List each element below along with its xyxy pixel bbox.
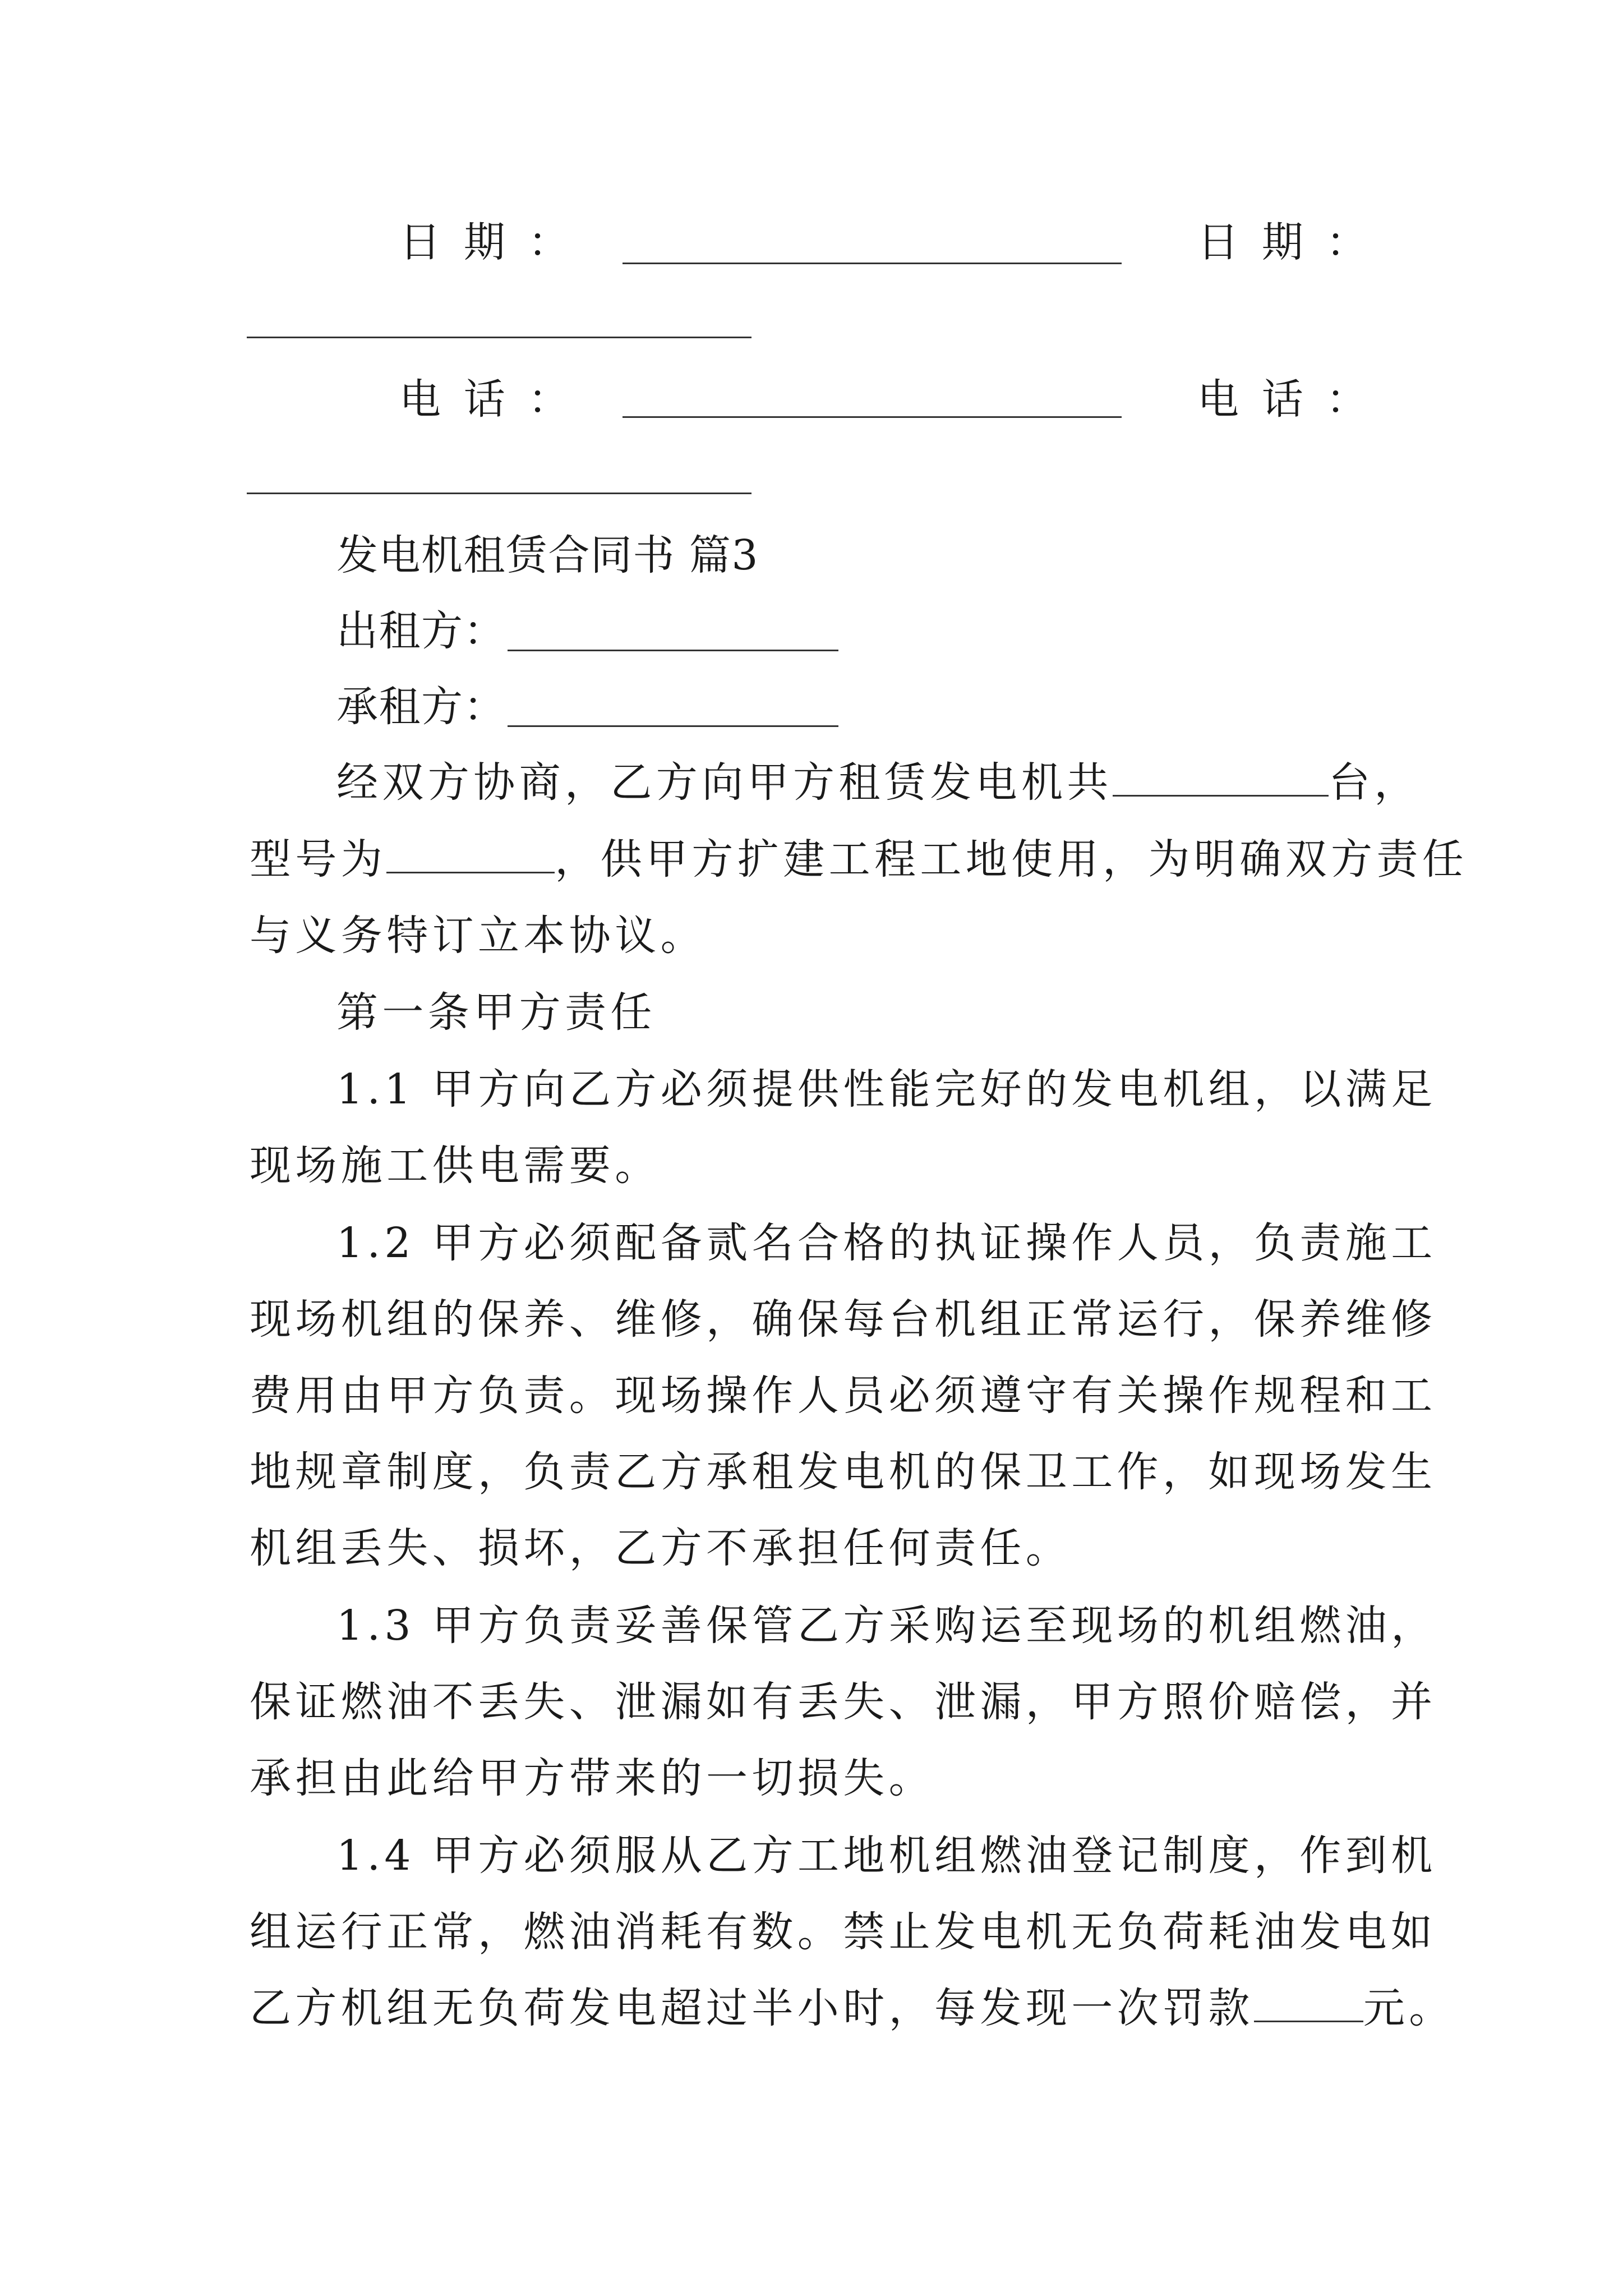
phone-line-left: [623, 416, 1122, 418]
intro-line-2-text-b: ，供甲方扩建工程工地使用，为明确双方责任: [555, 835, 1468, 884]
contract-heading: 发电机租赁合同书 篇3: [336, 531, 759, 579]
lessor-label: 出租方：: [336, 607, 506, 655]
article-1-title: 第一条甲方责任: [336, 988, 656, 1037]
intro-line-1-text-a: 经双方协商，乙方向甲方租赁发电机共: [336, 758, 1113, 807]
clause-1-2-line-5: 机组丢失、损坏，乙方不承担任何责任。: [250, 1524, 1072, 1572]
intro-line-1-text-b: 台，: [1328, 758, 1420, 807]
clause-1-2-line-4: 地规章制度，负责乙方承租发电机的保卫工作，如现场发生: [250, 1448, 1437, 1496]
date-line-continued: [247, 337, 751, 338]
clause-1-2-line-2: 现场机组的保养、维修，确保每台机组正常运行，保养维修: [250, 1295, 1437, 1343]
model-blank: [386, 830, 555, 873]
clause-1-4-line-2: 组运行正常，燃油消耗有数。禁止发电机无负荷耗油发电如: [250, 1908, 1437, 1956]
clause-1-3-line-2: 保证燃油不丢失、泄漏如有丢失、泄漏，甲方照价赔偿，并: [250, 1678, 1437, 1726]
phone-label-left: 电话：: [399, 375, 593, 424]
date-line-left: [623, 263, 1122, 264]
date-label-right: 日期：: [1197, 218, 1391, 266]
clause-1-4-line-3: [250, 1969, 1455, 2047]
intro-line-2-text-a: 型号为: [250, 835, 387, 884]
clause-1-2-line-1: 1.2 甲方必须配备贰名合格的执证操作人员，负责施工: [336, 1219, 1437, 1267]
phone-label-right: 电话：: [1197, 375, 1391, 424]
clause-1-2-line-3: 费用由甲方负责。现场操作人员必须遵守有关操作规程和工: [250, 1372, 1437, 1420]
clause-1-4-line-3-text-b: 元。: [1363, 1984, 1455, 2032]
clause-1-3-line-3: 承担由此给甲方带来的一切损失。: [250, 1754, 934, 1802]
phone-line-continued: [247, 493, 751, 494]
intro-line-1: [336, 743, 1420, 822]
clause-1-4-line-1: 1.4 甲方必须服从乙方工地机组燃油登记制度，作到机: [336, 1832, 1437, 1880]
clause-1-3-line-1: 1.3 甲方负责妥善保管乙方采购运至现场的机组燃油，: [336, 1602, 1437, 1650]
generator-count-blank: [1113, 753, 1329, 797]
clause-1-1-line-2: 现场施工供电需要。: [250, 1142, 661, 1190]
lessee-line: [508, 725, 838, 727]
fine-amount-blank: [1254, 1979, 1363, 2022]
lessor-line: [508, 650, 838, 651]
clause-1-1-line-1: 1.1 甲方向乙方必须提供性能完好的发电机组，以满足: [336, 1065, 1437, 1114]
intro-line-2: [250, 820, 1468, 899]
intro-line-3: 与义务特订立本协议。: [250, 912, 706, 960]
lessee-label: 承租方：: [336, 683, 506, 731]
date-label-left: 日期：: [399, 218, 593, 266]
clause-1-4-line-3-text-a: 乙方机组无负荷发电超过半小时，每发现一次罚款: [250, 1984, 1254, 2032]
